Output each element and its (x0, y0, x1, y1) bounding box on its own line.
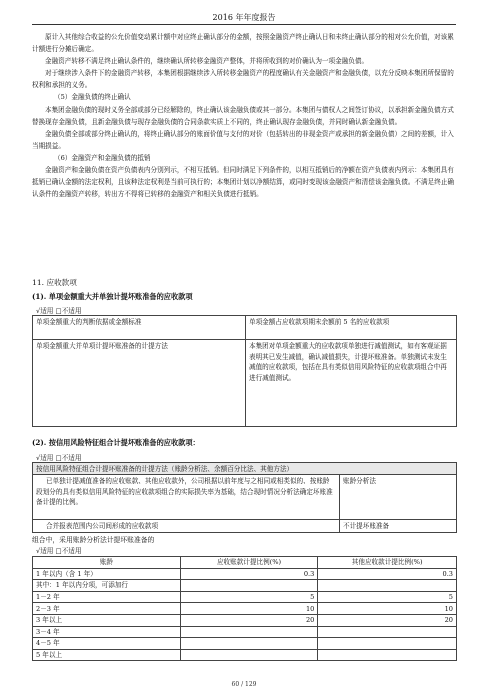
table-row (33, 626, 457, 638)
receivable-ratio-cell: 10 (180, 603, 318, 615)
paragraph-subheading: （5）金融负债的终止确认 (54, 93, 131, 102)
page-number: 60 / 129 (231, 681, 257, 688)
method-label-cell: 单项金额重大并单项计提坏账准备的计提方法 (32, 339, 246, 427)
receivable-ratio-cell (180, 626, 318, 638)
other-receivable-ratio-cell: 0.3 (318, 568, 457, 580)
other-receivable-ratio-cell: 20 (318, 614, 457, 626)
aging-bucket-cell: 5 年以上 (33, 649, 181, 661)
intercompany-cell: 合并报表范围内公司间形成的应收款项 (32, 519, 340, 533)
table-header-row (33, 557, 457, 569)
subsection-heading-1: (1). 单项金额重大并单独计提坏账准备的应收款项 (32, 292, 193, 301)
aging-bucket-cell: 其中：1 年以内分项，可添加行 (33, 580, 181, 592)
receivable-ratio-cell (180, 649, 318, 661)
criteria-label-cell: 单项金额重大的判断依据或金额标准 (32, 315, 246, 340)
receivable-ratio-cell: 20 (180, 614, 318, 626)
aging-bucket-cell: 2－3 年 (33, 603, 181, 615)
receivable-ratio-cell (180, 638, 318, 650)
aging-ratio-table (32, 556, 457, 661)
paragraph: 本集团金融负债的现时义务全部或部分已经解除的，终止确认该金融负债或其一部分。本集团与债权人之间签订协议，以承担新金融负债方式替换现存金融负债，且新金融负债与现存金融负债的合同条款实质上不同的，终止确认现存金融负债，并同时确认新金融负债。 (32, 105, 454, 126)
table-row (33, 603, 457, 615)
applicability-checkbox: √适用 □不适用 (36, 307, 82, 315)
applicability-checkbox: √适用 □不适用 (36, 547, 82, 555)
page-header: 2016 年年度报告 (212, 13, 276, 22)
applicability-checkbox: √适用 □不适用 (36, 454, 82, 462)
column-header: 账龄 (33, 557, 181, 569)
aging-bucket-cell: 3－4 年 (33, 626, 181, 638)
table-row (33, 568, 457, 580)
receivable-ratio-cell (180, 580, 318, 592)
subsection-heading-2: (2). 按信用风险特征组合计提坏账准备的应收款项： (32, 438, 200, 447)
table-row (33, 638, 457, 650)
column-header: 应收账款计提比例(%) (180, 557, 318, 569)
aging-bucket-cell: 3 年以上 (33, 614, 181, 626)
other-receivable-ratio-cell (318, 638, 457, 650)
paragraph: 对于继续涉入条件下的金融资产转移，本集团根据继续涉入所转移金融资产的程度确认有关金融资产和金融负债，以充分反映本集团所保留的权利和承担的义务。 (32, 69, 454, 90)
aging-bucket-cell: 1 年以内（含 1 年） (33, 568, 181, 580)
aging-intro: 组合中，采用账龄分析法计提坏账准备的 (32, 536, 155, 544)
aging-bucket-cell: 1－2 年 (33, 591, 181, 603)
section-heading: 11. 应收款项 (32, 278, 77, 287)
criteria-value-cell: 单项金额占应收款项期末余额前 5 名的应收款项 (245, 315, 457, 340)
aging-bucket-cell: 4－5 年 (33, 638, 181, 650)
table-row (33, 614, 457, 626)
combination-header-cell: 按信用风险特征组合计提坏账准备的计提方法（账龄分析法、余额百分比法、其他方法） (32, 462, 457, 475)
column-header: 其他应收款计提比例(%) (318, 557, 457, 569)
no-provision-cell: 不计提坏账准备 (339, 519, 457, 533)
aging-method-cell: 账龄分析法 (339, 474, 457, 520)
table-row (33, 591, 457, 603)
other-receivable-ratio-cell (318, 580, 457, 592)
other-receivable-ratio-cell (318, 649, 457, 661)
paragraph: 原计入其他综合收益的公允价值变动累计额中对应终止确认部分的金额，按照金融资产终止确认日和未终止确认部分的相对公允价值，对该累计额进行分摊后确定。 (32, 33, 454, 54)
paragraph-subheading: （6）金融资产和金融负债的抵销 (54, 153, 151, 162)
table-row (33, 580, 457, 592)
paragraph: 金融负债全部或部分终止确认的，将终止确认部分的账面价值与支付的对价（包括转出的非现金资产或承担的新金融负债）之间的差额，计入当期损益。 (32, 129, 454, 150)
method-value-cell: 本集团对单项金额重大的应收款项单独进行减值测试，如有客观证据表明其已发生减值，确认减值损失，计提坏账准备。单独测试未发生减值的应收款项，包括在具有类似信用风险特征的应收款项组合中再进行减值测试。 (245, 339, 457, 427)
table-row (33, 649, 457, 661)
header-divider (32, 24, 456, 25)
paragraph: 金融资产和金融负债在资产负债表内分别列示，不相互抵销。但同时满足下列条件的，以相互抵销后的净额在资产负债表内列示：本集团具有抵销已确认金额的法定权利，且该种法定权利是当前可执行的；本集团计划以净额结算，或同时变现该金融资产和清偿该金融负债。不满足终止确认条件的金融资产转移，转出方不得将已转移的金融资产和相关负债进行抵销。 (32, 166, 454, 199)
receivable-ratio-cell: 5 (180, 591, 318, 603)
body-text (32, 31, 457, 200)
other-receivable-ratio-cell: 5 (318, 591, 457, 603)
receivable-ratio-cell: 0.3 (180, 568, 318, 580)
aging-basis-cell: 已单独计提减值准备的应收账款、其他应收款外，公司根据以前年度与之相同或相类似的、按账龄段划分的具有类似信用风险特征的应收款项组合的实际损失率为基础，结合现时情况分析法确定坏账准备计提的比例。 (32, 474, 340, 520)
other-receivable-ratio-cell: 10 (318, 603, 457, 615)
other-receivable-ratio-cell (318, 626, 457, 638)
paragraph: 金融资产转移不满足终止确认条件的，继续确认所转移金融资产整体，并将所收到的对价确认为一项金融负债。 (45, 57, 369, 66)
